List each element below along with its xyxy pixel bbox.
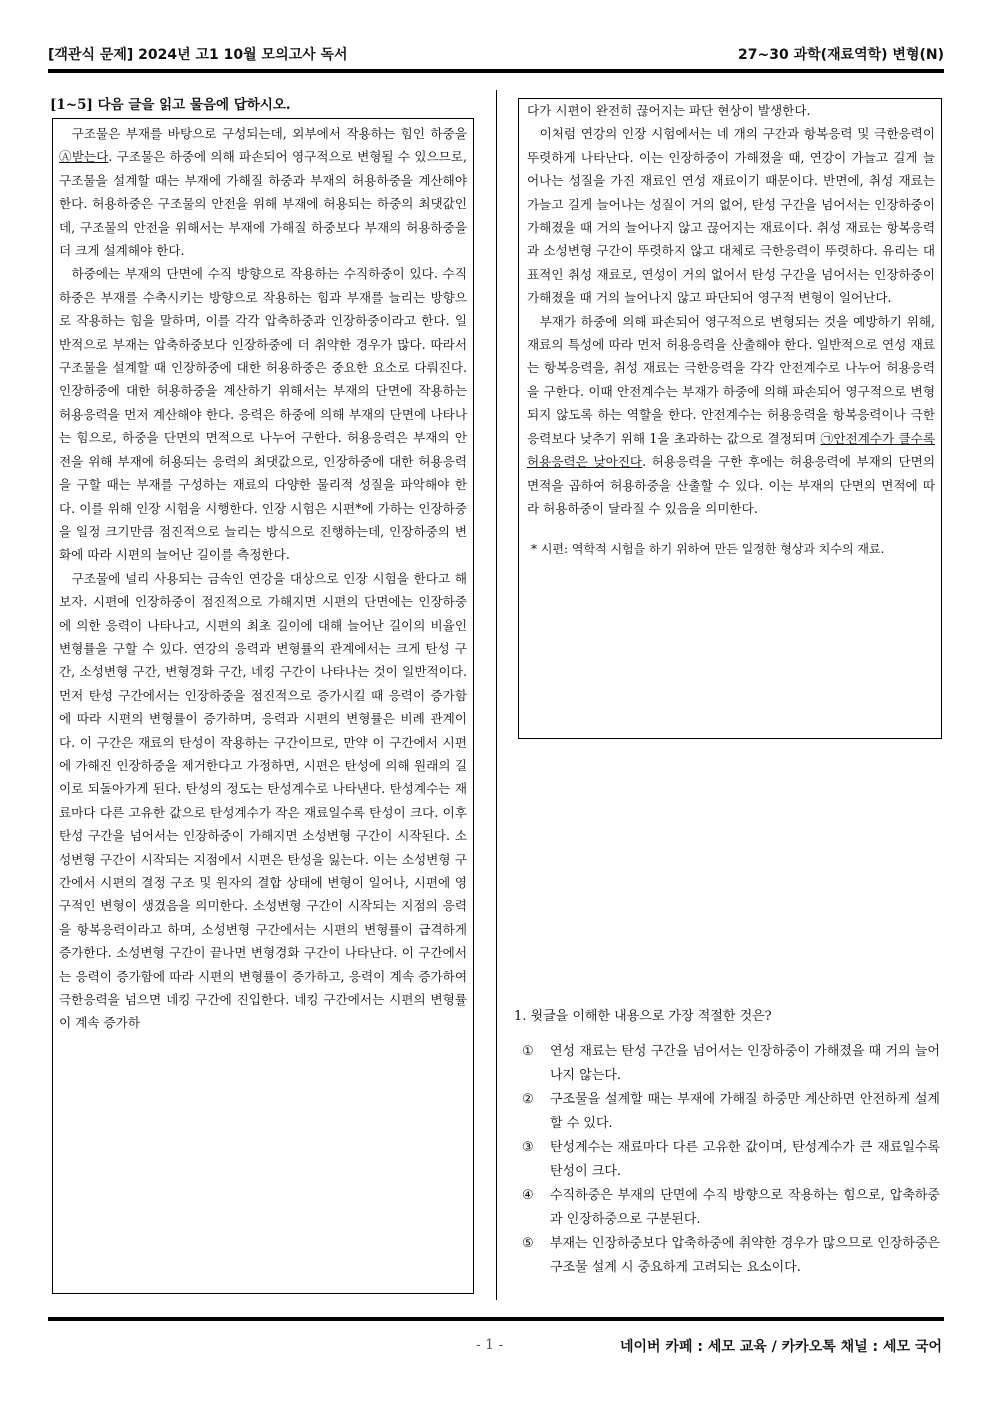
choice-5[interactable] (514, 1232, 940, 1280)
passage-box-right (518, 98, 942, 739)
choice-number: ② (522, 1092, 534, 1107)
choice-4[interactable] (514, 1184, 940, 1232)
passage-p5-text-a: 부재가 하중에 의해 파손되어 영구적으로 변형되는 것을 예방하기 위해, 재료의 특성에 따라 먼저 허용응력을 산출해야 한다. 일반적으로 연성 재료는 항복응력을, 취성 재료는 극한응력을 각각 안전계수로 나누어 허용응력을 구한다. 이때 안전계수는 부재가 하중에 의해 파손되어 영구적으로 변형되지 않도록 하는 역할을 한다. 안전계수는 허용응력을 항복응력이나 극한응력보다 낮추기 위해 1을 초과하는 값으로 결정되며 (527, 313, 935, 446)
question-1 (514, 1006, 940, 1280)
choice-3[interactable] (514, 1136, 940, 1184)
header-rule (48, 69, 944, 73)
choice-text: 탄성계수는 재료마다 다른 고유한 값이며, 탄성계수가 큰 재료일수록 탄성이 크다. (550, 1140, 940, 1179)
choice-text: 구조물을 설계할 때는 부재에 가해질 하중만 계산하면 안전하게 설계할 수 있다. (550, 1092, 940, 1131)
passage-box-left (52, 118, 474, 1294)
section-title: [1~5] 다음 글을 읽고 물음에 답하시오. (50, 97, 291, 113)
passage-p1-text-a: 구조물은 부재를 바탕으로 구성되는데, 외부에서 작용하는 힘인 하중을 (71, 126, 467, 141)
choice-text: 수직하중은 부재의 단면에 수직 방향으로 작용하는 힘으로, 압축하중과 인장하중으로 구분된다. (550, 1188, 940, 1227)
header-subject: 27~30 과학(재료역학) 변형(N) (738, 47, 944, 63)
passage-paragraph-5 (527, 310, 935, 521)
choice-2[interactable] (514, 1088, 940, 1136)
choice-text: 연성 재료는 탄성 구간을 넘어서는 인장하중이 가해졌을 때 거의 늘어나지 않는다. (550, 1044, 940, 1083)
page-number: - 1 - (476, 1337, 504, 1353)
passage-paragraph-3-continued: 다가 시편이 완전히 끊어지는 파단 현상이 발생한다. (527, 103, 811, 118)
choice-number: ① (522, 1044, 534, 1059)
choice-number: ③ (522, 1140, 534, 1155)
passage-paragraph-2: 하중에는 부재의 단면에 수직 방향으로 작용하는 수직하중이 있다. 수직하중은 부재를 수축시키는 방향으로 작용하는 힘과 부재를 늘리는 방향으로 작용하는 힘을 말하며, 이를 각각 압축하중과 인장하중이라고 한다. 일반적으로 부재는 압축하중보다 인장하중에 더 취약한 경우가 많다. 따라서 구조물을 설계할 때 인장하중에 대한 허용하중은 중요한 요소로 다뤄진다. 인장하중에 대한 허용하중을 계산하기 위해서는 부재의 단면에 작용하는 허용응력을 먼저 계산해야 한다. 응력은 하중에 의해 부재의 단면에 나타나는 힘으로, 하중을 단면의 면적으로 나누어 구한다. 허용응력은 부재의 안전을 위해 부재에 허용되는 응력의 최댓값으로, 인장하중에 대한 허용응력을 구할 때는 부재를 구성하는 재료의 다양한 물리적 성질을 파악해야 한다. 이를 위해 인장 시험을 시행한다. 인장 시험은 시편*에 가하는 인장하중을 일정 크기만큼 점진적으로 늘리는 방식으로 진행하는데, 인장하중의 변화에 따라 시편의 늘어난 길이를 측정한다. (59, 266, 467, 563)
underlined-phrase-giyeok: ㉠안전계수가 클수록 허용응력은 낮아진다 (527, 430, 936, 470)
choice-number: ④ (522, 1188, 534, 1203)
footer-contact: 네이버 카페 : 세모 교육 / 카카오톡 채널 : 세모 국어 (619, 1339, 942, 1355)
passage-p1-text-b: . 구조물은 하중에 의해 파손되어 영구적으로 변형될 수 있으므로, 구조물을 설계할 때는 부재에 가해질 하중과 부재의 허용하중을 계산해야 한다. 허용하중은 구조물의 안전을 위해 부재에 허용되는 하중의 최댓값인데, 구조물의 안전을 위해서는 부재에 가해질 하중보다 부재의 허용하중을 더 크게 설계해야 한다. (59, 149, 468, 259)
footnote: * 시편: 역학적 시험을 하기 위하여 만든 일정한 형상과 치수의 재료. (531, 542, 885, 557)
choice-number: ⑤ (522, 1236, 534, 1251)
passage-paragraph-3: 구조물에 널리 사용되는 금속인 연강을 대상으로 인장 시험을 한다고 해 보자. 시편에 인장하중이 점진적으로 가해지면 시편의 단면에는 인장하중에 의한 응력이 나타나고, 시편의 최초 길이에 대해 늘어난 길이의 비율인 변형률을 구할 수 있다. 연강의 응력과 변형률의 관계에서는 크게 탄성 구간, 소성변형 구간, 변형경화 구간, 네킹 구간이 나타나는 것이 일반적이다. 먼저 탄성 구간에서는 인장하중을 점진적으로 증가시킬 때 응력이 증가함에 따라 시편의 변형률이 증가하며, 응력과 시편의 변형률은 비례 관계이다. 이 구간은 재료의 탄성이 작용하는 구간이므로, 만약 이 구간에서 시편에 가해진 인장하중을 제거한다고 가정하면, 시편은 탄성에 의해 원래의 길이로 되돌아가게 된다. 탄성의 정도는 탄성계수로 나타낸다. 탄성계수는 재료마다 다른 고유한 값으로 탄성계수가 작은 재료일수록 탄성이 크다. 이후 탄성 구간을 넘어서는 인장하중이 가해지면 소성변형 구간이 시작된다. 소성변형 구간이 시작되는 지점에서 시편은 탄성을 잃는다. 이는 소성변형 구간에서 시편의 결정 구조 및 원자의 결합 상태에 변형이 일어나, 시편에 영구적인 변형이 생겼음을 의미한다. 소성변형 구간이 시작되는 지점의 응력을 항복응력이라고 하며, 소성변형 구간에서는 시편의 변형률이 급격하게 증가한다. 소성변형 구간이 끝나면 변형경화 구간이 나타난다. 이 구간에서는 응력이 증가함에 따라 시편의 변형률이 증가하고, 응력이 계속 증가하여 극한응력을 넘으면 네킹 구간에 진입한다. 네킹 구간에서는 시편의 변형률이 계속 증가하 (59, 570, 467, 1031)
question-stem: 1. 윗글을 이해한 내용으로 가장 적절한 것은? (514, 1009, 772, 1024)
underlined-phrase-a: Ⓐ받는다 (59, 149, 109, 165)
footer-rule (48, 1317, 944, 1321)
passage-paragraph-1 (59, 122, 467, 262)
header-title: [객관식 문제] 2024년 고1 10월 모의고사 독서 (48, 47, 348, 63)
passage-paragraph-4: 이처럼 연강의 인장 시험에서는 네 개의 구간과 항복응력 및 극한응력이 뚜렷하게 나타난다. 이는 인장하중이 가해졌을 때, 연강이 가늘고 길게 늘어나는 성질을 가진 재료인 연성 재료이기 때문이다. 반면에, 취성 재료는 가늘고 길게 늘어나는 성질이 거의 없어, 탄성 구간을 넘어서는 인장하중이 가해졌을 때 거의 늘어나지 않고 끊어지는 재료이다. 취성 재료는 항복응력과 소성변형 구간이 뚜렷하지 않고 대체로 극한응력이 뚜렷하다. 유리는 대표적인 취성 재료로, 연성이 거의 없어서 탄성 구간을 넘어서는 인장하중이 가해졌을 때 거의 늘어나지 않고 파단되어 영구적 변형이 일어난다. (527, 126, 935, 306)
passage-p5-text-b: . 허용응력을 구한 후에는 허용응력에 부재의 단면의 면적을 곱하여 허용하중을 산출할 수 있다. 이는 부재의 단면의 면적에 따라 허용하중이 달라질 수 있음을 의미한다. (527, 454, 936, 516)
choice-text: 부재는 인장하중보다 압축하중에 취약한 경우가 많으므로 인장하중은 구조물 설계 시 중요하게 고려되는 요소이다. (550, 1236, 940, 1275)
column-divider (496, 90, 497, 1300)
choice-1[interactable] (514, 1040, 940, 1088)
